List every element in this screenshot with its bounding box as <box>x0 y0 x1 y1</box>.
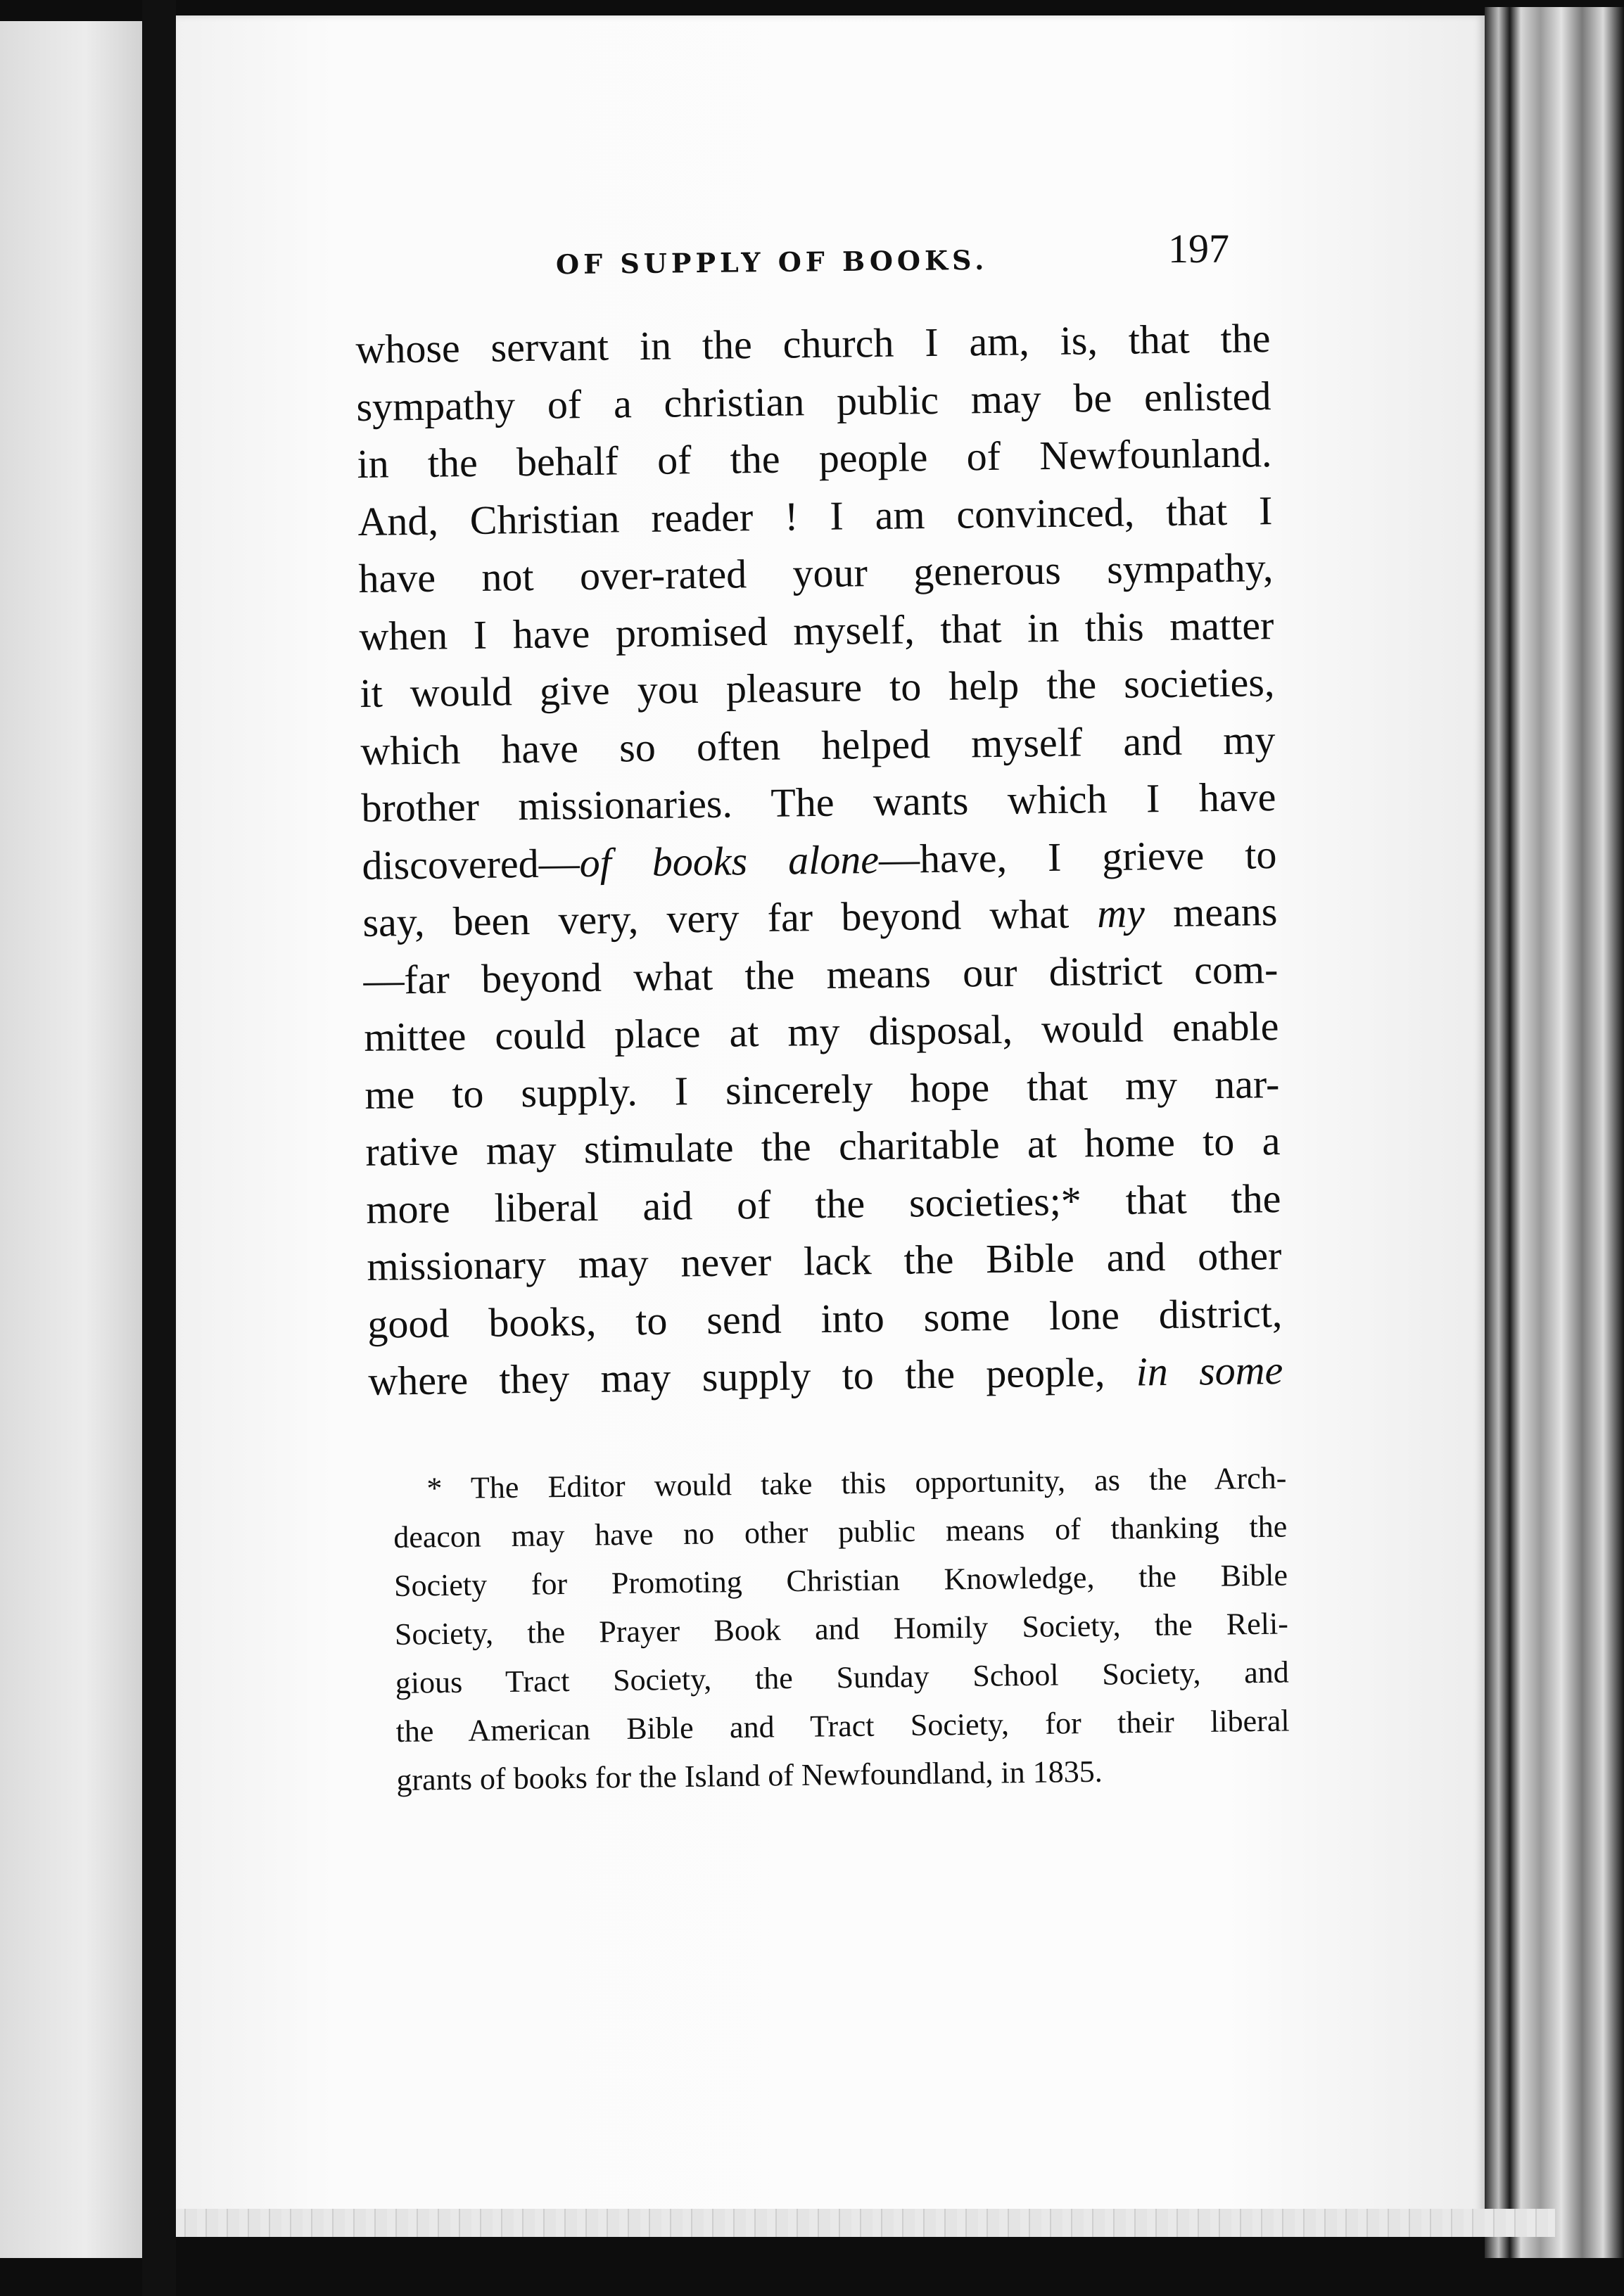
text-run: means <box>1144 888 1278 936</box>
text-run: discovered— <box>362 839 581 888</box>
italic-run: of books alone <box>579 836 880 886</box>
footnote-line: * The Editor would take this opportunity, as the Arch- <box>426 1460 1287 1506</box>
body-line <box>368 1341 1283 1410</box>
body-line: have not over-rated your generous sympathy, <box>358 544 1274 601</box>
body-text <box>355 310 1283 1410</box>
body-line: And, Christian reader ! I am convinced, that I <box>357 487 1273 544</box>
page-bottom-edge <box>176 2209 1555 2237</box>
footnote-line: Society, the Prayer Book and Homily Society, the Reli- <box>394 1606 1289 1652</box>
footnote-line: the American Bible and Tract Society, for their liberal <box>395 1703 1290 1749</box>
book-gutter <box>142 0 176 2296</box>
footnote-line: Society for Promoting Christian Knowledge, the Bible <box>393 1557 1288 1603</box>
body-line: which have so often helped myself and my <box>360 716 1276 774</box>
facing-page-edge <box>0 21 142 2258</box>
body-line: good books, to send into some lone district, <box>367 1289 1283 1347</box>
body-line <box>362 883 1278 951</box>
body-line: missionary may never lack the Bible and other <box>367 1232 1282 1289</box>
body-line: me to supply. I sincerely hope that my nar- <box>364 1060 1280 1118</box>
text-run: where they may supply to the people, <box>368 1348 1137 1404</box>
body-line <box>362 826 1277 894</box>
running-head: OF SUPPLY OF BOOKS. <box>555 243 989 281</box>
italic-run: my <box>1096 890 1146 937</box>
body-line: whose servant in the church I am, is, that the <box>355 315 1271 372</box>
italic-run: in some <box>1136 1347 1283 1395</box>
body-line: mittee could place at my disposal, would enable <box>364 1003 1279 1060</box>
text-run: —have, I grieve to <box>878 831 1277 882</box>
page-stack-edge <box>1485 7 1624 2258</box>
body-line: it would give you pleasure to help the societies, <box>360 659 1275 716</box>
footnote <box>393 1453 1290 1804</box>
body-line: sympathy of a christian public may be enlisted <box>356 372 1271 430</box>
body-line: more liberal aid of the societies;* that the <box>366 1175 1281 1232</box>
footnote-line: gious Tract Society, the Sunday School Society, and <box>395 1654 1289 1700</box>
body-line: brother missionaries. The wants which I have <box>361 774 1276 831</box>
body-line: rative may stimulate the charitable at home to a <box>365 1118 1281 1175</box>
footnote-line: grants of books for the Island of Newfoundland, in 1835. <box>396 1754 1103 1797</box>
footnote-line: deacon may have no other public means of thanking the <box>393 1509 1288 1555</box>
body-line: —far beyond what the means our district com- <box>363 945 1279 1003</box>
text-run: say, been very, very far beyond what <box>362 891 1098 945</box>
page-number: 197 <box>1168 226 1229 272</box>
body-line: in the behalf of the people of Newfounland. <box>357 430 1272 487</box>
body-line: when I have promised myself, that in this matter <box>359 601 1274 659</box>
